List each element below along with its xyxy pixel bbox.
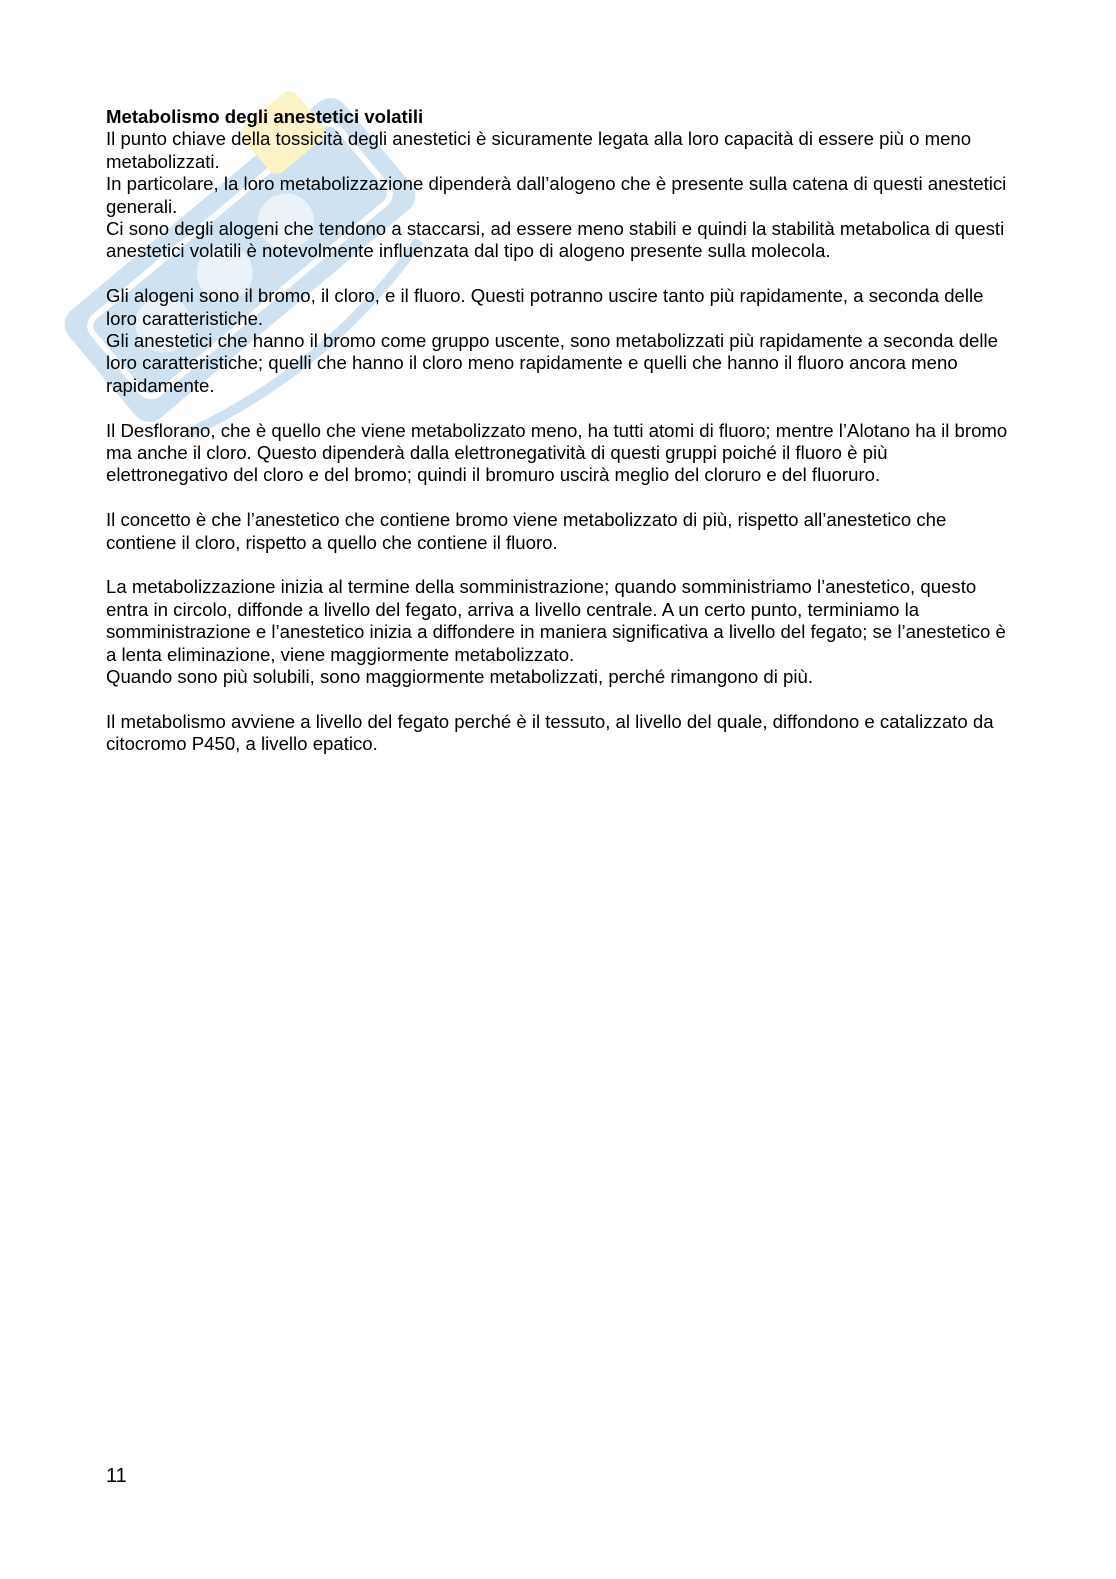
desflurane-paragraph: Il Desflorano, che è quello che viene metabolizzato meno, ha tutti atomi di fluoro; mentre l’Alotano ha il bromo ma anche il cloro. Questo dipenderà dalla elettronegatività di questi gruppi poiché il fluoro è più elettronegativo del cloro e del bromo; quindi il bromuro uscirà meglio del cloruro e del fluoruro. [106,419,1008,486]
intro-paragraph [106,106,1011,263]
metabolization-line: La metabolizzazione inizia al termine della somministrazione; quando somministriamo l’anestetico, questo entra in circolo, diffonde a livello del fegato, arriva a livello centrale. A un certo punto, terminiamo la somministrazione e l’anestetico inizia a diffondere in maniera significativa a livello del fegato; se l’anestetico è a lenta eliminazione, viene maggiormente metabolizzato. [106,576,1006,665]
concept-paragraph: Il concetto è che l’anestetico che contiene bromo viene metabolizzato di più, rispetto all’anestetico che contiene il cloro, rispetto a quello che contiene il fluoro. [106,509,947,553]
halogens-paragraph [106,285,1011,397]
liver-paragraph: Il metabolismo avviene a livello del fegato perché è il tessuto, al livello del quale, diffondono e catalizzato da citocromo P450, a livello epatico. [106,710,994,755]
halogens-line: Gli alogeni sono il bromo, il cloro, e il fluoro. Questi potranno uscire tanto più rapidamente, a seconda delle loro caratteristiche. [106,285,984,329]
intro-line: Il punto chiave della tossicità degli anestetici è sicuramente legata alla loro capacità di essere più o meno metabolizzati. [106,128,972,172]
document-body [106,106,1011,778]
intro-line: Ci sono degli alogeni che tendono a staccarsi, ad essere meno stabili e quindi la stabilità metabolica di questi anestetici volatili è notevolmente influenzata dal tipo di alogeno presente sulla molecola. [106,218,1005,262]
intro-line: In particolare, la loro metabolizzazione dipenderà dall’alogeno che è presente sulla catena di questi anestetici generali. [106,173,1007,217]
metabolization-line: Quando sono più solubili, sono maggiormente metabolizzati, perché rimangono di più. [106,666,813,688]
metabolization-paragraph [106,576,1011,688]
section-title: Metabolismo degli anestetici volatili [106,106,424,127]
page-number: 11 [106,1465,127,1487]
halogens-line: Gli anestetici che hanno il bromo come gruppo uscente, sono metabolizzati più rapidamente a seconda delle loro caratteristiche; quelli che hanno il cloro meno rapidamente e quelli che hanno il fluoro ancora meno rapidamente. [106,330,999,396]
